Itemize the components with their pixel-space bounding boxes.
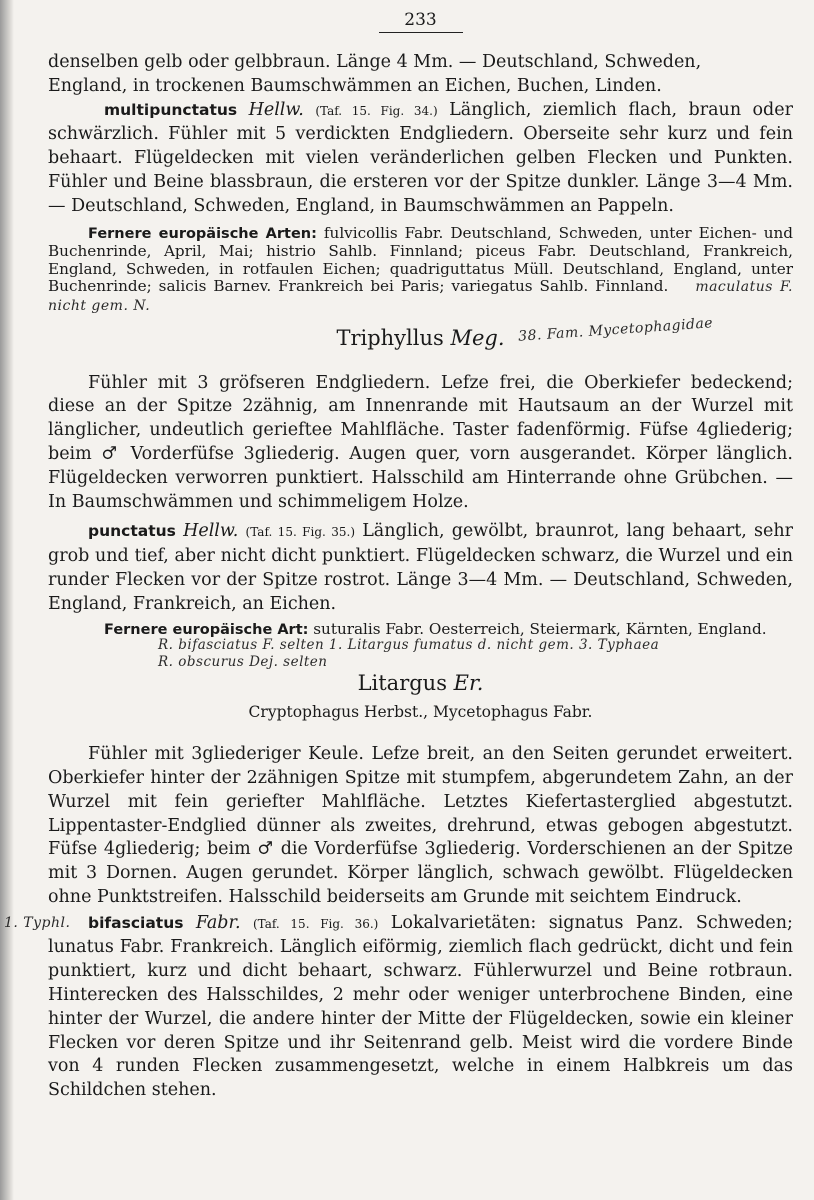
species-reference: (Taf. 15. Fig. 35.) [245, 525, 356, 540]
handwritten-line-1: R. bifasciatus F. selten 1. Litargus fumatus d. nicht gem. 3. Typhaea [158, 637, 660, 654]
further-species-label: Fernere europäische Art: [104, 621, 309, 638]
genus-author: Er. [453, 671, 484, 696]
handwritten-line-2: R. obscurus Dej. selten [158, 654, 328, 671]
species-reference: (Taf. 15. Fig. 36.) [252, 916, 379, 931]
genus-heading-litargus [48, 671, 793, 695]
intro-paragraph [48, 51, 793, 99]
genus-author: Meg. [450, 325, 505, 350]
handwritten-annotation: maculatus F. nicht gem. N. [48, 279, 793, 314]
further-species-1 [48, 225, 793, 316]
header-rule [379, 32, 463, 33]
species-author: Hellw. [183, 521, 239, 542]
species-description: Länglich, ziemlich flach, braun oder schwärzlich. Fühler mit 5 verdickten Endgliedern. Oberseite sehr kurz und fein behaart. Flügeldecken mit vielen veränderlichen gelben Flecken und Punkten. Fühler und Beine blassbraun, die ersteren vor der Spitze dunkler. Länge 3—4 Mm. — Deutschland, Schweden, England, in Baumschwämmen an Pappeln. [48, 99, 793, 216]
further-species-text: fulvicollis Fabr. Deutschland, Schweden, unter Eichen- und Buchenrinde, April, Mai; histrio Sahlb. Finnland; piceus Fabr. Deutschland, Frankreich, England, Schweden, in rotfaulen Eichen; quadriguttatus Müll. Deutschland, England, unter Buchenrinde; salicis Barnev. Frankreich bei Paris; variegatus Sahlb. Finnland. [48, 223, 793, 296]
genus-name: Triphyllus [336, 325, 444, 350]
margin-annotation: 1. Typhl. [4, 914, 71, 931]
genus-synonyms: Cryptophagus Herbst., Mycetophagus Fabr. [248, 703, 593, 722]
species-description: Länglich, gewölbt, braunrot, lang behaart, sehr grob und tief, aber nicht dicht punktiert. Flügeldecken schwarz, die Wurzel und ein runder Flecken vor der Spitze rostrot. Länge 3—4 Mm. — Deutschland, Schweden, England, Frankreich, an Eichen. [48, 521, 793, 614]
further-species-label: Fernere europäische Arten: [88, 225, 317, 242]
species-name: punctatus [88, 522, 176, 541]
species-name: multipunctatus [104, 100, 238, 119]
genus-heading-triphyllus [48, 314, 793, 350]
species-reference: (Taf. 15. Fig. 34.) [315, 103, 438, 118]
book-page [4, 10, 793, 1103]
genus-description-litargus [48, 743, 793, 910]
species-description: Lokalvarietäten: signatus Panz. Schweden; lunatus Fabr. Frankreich. Länglich eiförmig, ziemlich flach gedrückt, dicht und fein punktiert, kurz und dicht behaart, schwarz. Fühlerwurzel und Beine rotbraun. Hinterecken des Halsschildes, 2 mehr oder weniger unterbrochene Binden, eine hinter der Wurzel, die andere hinter der Mitte der Flügeldecken, sowie ein kleiner Flecken vor deren Spitze und ihr Seitenrand gelb. Meist wird die vordere Binde von 4 runden Flecken zusammengesetzt, welche in einem Halbkreis um das Schildchen stehen. [48, 912, 793, 1101]
genus-description: Fühler mit 3 gröfseren Endgliedern. Lefze frei, die Oberkiefer bedeckend; diese an der Spitze 2zähnig, am Innenrande mit Hautsaum an der Wurzel mit länglicher, undeutlich gerieftee Mahlfläche. Taster fadenförmig. Füfse 4gliederig; beim ♂ Vorderfüfse 3gliederig. Augen quer, vorn ausgerandet. Körper länglich. Flügeldecken verworren punktiert. Halsschild am Hinterrande ohne Grübchen. — In Baumschwämmen und schimmeligem Holze. [48, 372, 793, 512]
species-name: bifasciatus [88, 913, 184, 932]
species-author: Fabr. [195, 912, 241, 933]
further-species-text: suturalis Fabr. Oesterreich, Steiermark, Kärnten, England. [313, 619, 767, 638]
handwritten-notes [48, 637, 793, 671]
page-edge-shadow [0, 0, 14, 1200]
handwritten-family-note: 38. Fam. Mycetophagidae [517, 314, 714, 345]
intro-line-1: denselben gelb oder gelbbraun. Länge 4 Mm. — Deutschland, Schweden, [48, 52, 702, 72]
genus-description: Fühler mit 3gliederiger Keule. Lefze breit, an den Seiten gerundet erweitert. Oberkiefer hinter der 2zähnigen Spitze mit stumpfem, abgerundetem Zahn, an der Wurzel mit fein geriefter Mahlfläche. Letztes Kiefertasterglied abgestutzt. Lippentaster-Endglied dünner als zweites, drehrund, etwas gebogen abgestutzt. Füfse 4gliederig; beim ♂ die Vorderfüfse 3gliederig. Vorderschienen an der Spitze mit 3 Dornen. Augen gerundet. Körper länglich, schwach gewölbt. Flügeldecken ohne Punktstreifen. Halsschild beiderseits am Grunde mit seichtem Eindruck. [48, 744, 793, 907]
species-multipunctatus [48, 99, 793, 219]
species-punctatus [48, 520, 793, 616]
species-bifasciatus [4, 912, 793, 1103]
species-author: Hellw. [248, 99, 304, 120]
genus-description-triphyllus [48, 372, 793, 515]
genus-name: Litargus [357, 671, 447, 696]
intro-line-2: England, in trockenen Baumschwämmen an Eichen, Buchen, Linden. [48, 75, 662, 96]
page-number: 233 [404, 10, 437, 30]
